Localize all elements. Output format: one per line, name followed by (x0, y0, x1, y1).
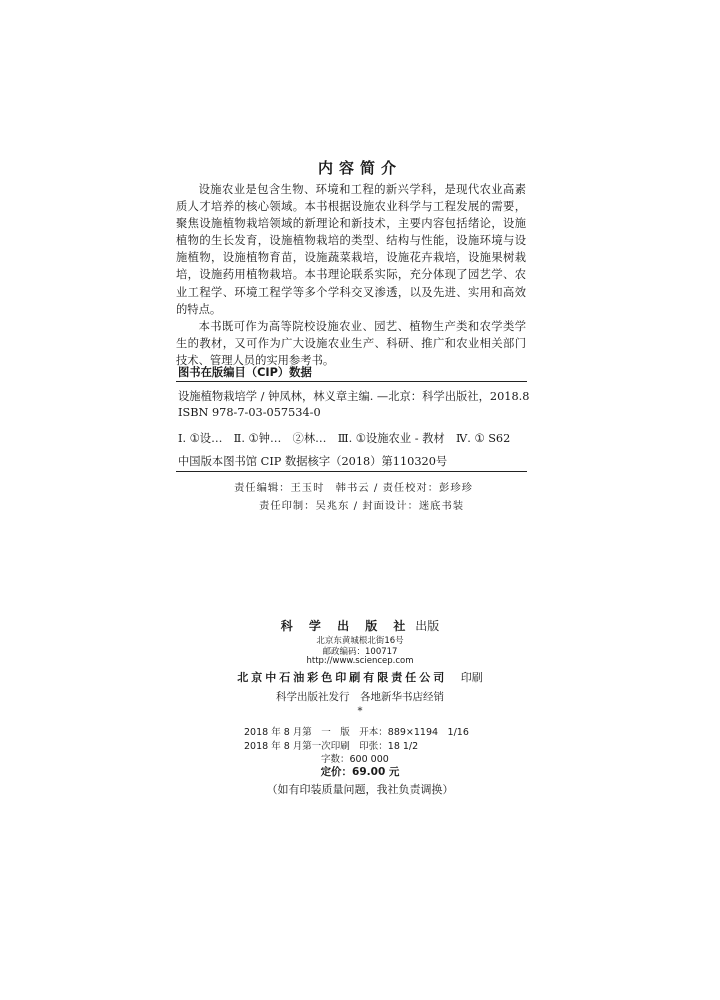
publisher-website: http://www.sciencep.com (306, 656, 414, 666)
printer-line (0, 669, 720, 685)
cip-classification: Ⅰ. ①设… Ⅱ. ①钟… ②林… Ⅲ. ①设施农业 - 教材 Ⅳ. ① S62 (178, 432, 511, 445)
price: 定价：69.00 元 (320, 766, 400, 778)
summary-body (176, 181, 526, 369)
separator-star: * (357, 706, 363, 717)
summary-title: 内容简介 (317, 159, 402, 177)
cip-top-rule (176, 381, 527, 382)
production-credits: 责任印制：吴兆东 / 封面设计：迷底书装 (259, 500, 465, 512)
publisher-suffix: 出版 (415, 619, 440, 633)
distribution-line: 科学出版社发行 各地新华书店经销 (276, 691, 444, 703)
quality-note: （如有印装质量问题，我社负责调换） (266, 783, 454, 796)
printing-info: 2018 年 8 月第一次印刷 印张：18 1/2 (244, 741, 419, 752)
printer-name: 北京中石油彩色印刷有限责任公司 (237, 671, 448, 684)
publisher-name: 科 学 出 版 社 (280, 619, 412, 633)
editor-credits: 责任编辑：王玉时 韩书云 / 责任校对：彭珍珍 (234, 482, 473, 494)
cip-isbn: ISBN 978-7-03-057534-0 (178, 406, 321, 419)
word-count: 字数：600 000 (321, 754, 389, 765)
publisher-line (0, 617, 720, 634)
cip-record-number: 中国版本图书馆 CIP 数据核字（2018）第110320号 (178, 455, 448, 468)
summary-paragraph-1: 设施农业是包含生物、环境和工程的新兴学科，是现代农业高素质人才培养的核心领域。本书根据设施农业科学与工程发展的需要，聚焦设施植物栽培领域的新理论和新技术，主要内容包括绪论，设施植物的生长发育，设施植物栽培的类型、结构与性能，设施环境与设施植物，设施植物育苗，设施蔬菜栽培，设施花卉栽培，设施果树栽培，设施药用植物栽培。本书理论联系实际，充分体现了园艺学、农业工程学、环境工程学等多个学科交叉渗透，以及先进、实用和高效的特点。 (176, 183, 526, 316)
publisher-postcode: 邮政编码：100717 (322, 647, 398, 657)
cip-heading: 图书在版编目（CIP）数据 (178, 366, 312, 379)
cip-bottom-rule (176, 471, 527, 472)
cip-bibliographic-line: 设施植物栽培学 / 钟凤林，林义章主编. —北京：科学出版社，2018.8 (178, 390, 530, 403)
edition-info: 2018 年 8 月第 一 版 开本：889×1194 1/16 (244, 727, 469, 738)
publisher-address: 北京东黄城根北街16号 (316, 636, 404, 646)
summary-paragraph-2: 本书既可作为高等院校设施农业、园艺、植物生产类和农学类学生的教材，又可作为广大设施农业生产、科研、推广和农业相关部门技术、管理人员的实用参考书。 (176, 319, 526, 367)
printer-suffix: 印刷 (460, 671, 483, 684)
